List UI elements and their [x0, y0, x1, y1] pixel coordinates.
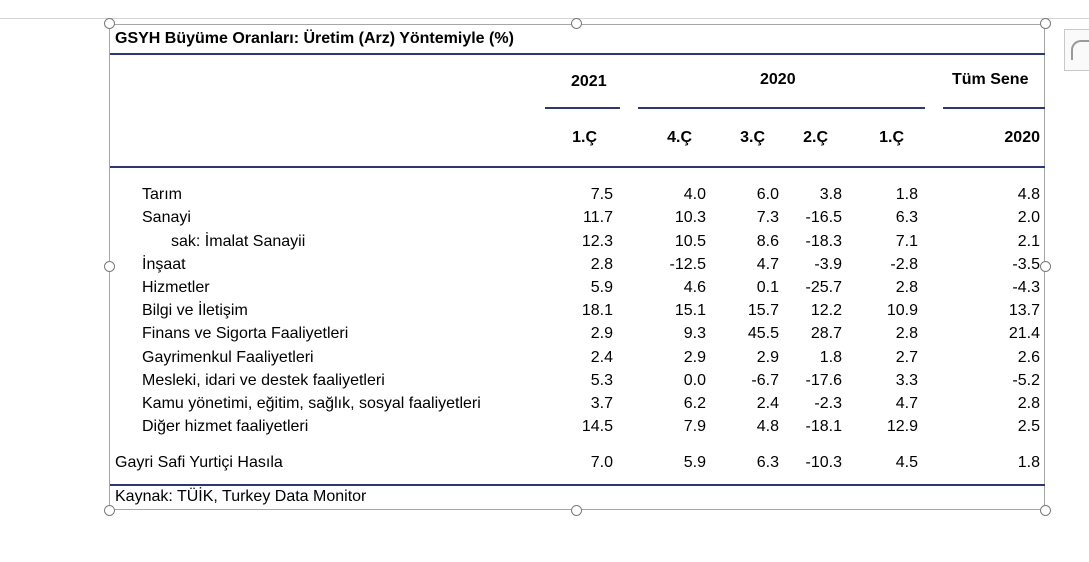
cell-value: 2.8	[895, 279, 918, 296]
cell-value: -3.5	[1012, 256, 1040, 273]
resize-handle-bottom-left[interactable]	[104, 505, 115, 516]
cell-value: 10.3	[674, 209, 706, 226]
cell-value: 4.8	[1017, 186, 1040, 203]
cell-value: 8.6	[756, 233, 779, 250]
resize-handle-top-left[interactable]	[104, 18, 115, 29]
header-year-2020: 2020	[760, 71, 796, 88]
table-title: GSYH Büyüme Oranları: Üretim (Arz) Yöntemiyle (%)	[115, 30, 514, 47]
row-label: Mesleki, idari ve destek faaliyetleri	[142, 372, 385, 389]
cell-value: -3.9	[814, 256, 842, 273]
cell-value: 2.4	[756, 395, 779, 412]
group-rule-full-year	[943, 107, 1045, 109]
cell-value: 28.7	[810, 325, 842, 342]
table-row	[0, 302, 1089, 324]
cell-value: 13.7	[1008, 302, 1040, 319]
cell-value: 2.9	[683, 349, 706, 366]
cell-value: 6.0	[756, 186, 779, 203]
layout-options-icon	[1071, 40, 1089, 60]
cell-value: 1.8	[1017, 454, 1040, 471]
cell-value: 2.6	[1017, 349, 1040, 366]
row-label: Diğer hizmet faaliyetleri	[142, 418, 309, 435]
row-label: sak: İmalat Sanayii	[171, 233, 306, 250]
cell-value: 11.7	[583, 209, 613, 226]
resize-handle-top-center[interactable]	[571, 18, 582, 29]
resize-handle-top-right[interactable]	[1040, 18, 1051, 29]
cell-value: 2.8	[1017, 395, 1040, 412]
header-quarter-0: 1.Ç	[572, 129, 597, 146]
row-label: Gayrimenkul Faaliyetleri	[142, 349, 314, 366]
table-bottom-rule	[110, 484, 1045, 486]
cell-value: -6.7	[751, 372, 779, 389]
row-label: İnşaat	[142, 256, 186, 273]
cell-value: 2.5	[1017, 418, 1040, 435]
cell-value: -25.7	[805, 279, 842, 296]
cell-value: 45.5	[747, 325, 779, 342]
cell-value: 15.7	[747, 302, 779, 319]
header-quarter-1: 4.Ç	[667, 129, 692, 146]
row-label: Bilgi ve İletişim	[142, 302, 248, 319]
cell-value: 2.8	[895, 325, 918, 342]
cell-value: 7.1	[895, 233, 918, 250]
cell-value: 6.2	[683, 395, 706, 412]
cell-value: 3.8	[819, 186, 842, 203]
cell-value: -4.3	[1012, 279, 1040, 296]
cell-value: 12.2	[810, 302, 842, 319]
cell-value: 7.9	[683, 418, 706, 435]
table-row	[0, 279, 1089, 301]
header-year-2021: 2021	[571, 73, 607, 90]
cell-value: 1.8	[819, 349, 842, 366]
cell-value: 2.1	[1017, 233, 1040, 250]
table-row	[0, 233, 1089, 255]
cell-value: 4.6	[683, 279, 706, 296]
table-row	[0, 349, 1089, 371]
cell-value: 12.9	[886, 418, 918, 435]
row-label: Sanayi	[142, 209, 191, 226]
row-label: Hizmetler	[142, 279, 210, 296]
table-row	[0, 418, 1089, 440]
table-row	[0, 186, 1089, 208]
group-rule-2020	[638, 107, 925, 109]
cell-value: 7.0	[590, 454, 613, 471]
cell-value: 1.8	[895, 186, 918, 203]
resize-handle-bottom-right[interactable]	[1040, 505, 1051, 516]
cell-value: -18.1	[805, 418, 842, 435]
header-bottom-rule	[110, 166, 1045, 168]
cell-value: -2.3	[814, 395, 842, 412]
cell-value: 5.9	[590, 279, 613, 296]
row-label: Finans ve Sigorta Faaliyetleri	[142, 325, 349, 342]
cell-value: 4.7	[756, 256, 779, 273]
group-rule-2021	[545, 107, 620, 109]
cell-value: 7.5	[590, 186, 613, 203]
source-note: Kaynak: TÜİK, Turkey Data Monitor	[115, 488, 367, 505]
cell-value: -2.8	[890, 256, 918, 273]
table-row	[0, 209, 1089, 231]
cell-value: 12.3	[581, 233, 613, 250]
cell-value: 10.9	[886, 302, 918, 319]
row-label: Gayri Safi Yurtiçi Hasıla	[115, 454, 283, 471]
ruler-line	[0, 18, 1089, 19]
cell-value: -5.2	[1012, 372, 1040, 389]
cell-value: 0.0	[683, 372, 706, 389]
cell-value: 2.4	[590, 349, 613, 366]
cell-value: 15.1	[674, 302, 706, 319]
cell-value: 4.8	[756, 418, 779, 435]
table-row	[0, 256, 1089, 278]
resize-handle-bottom-center[interactable]	[571, 505, 582, 516]
cell-value: 9.3	[683, 325, 706, 342]
header-full-year: Tüm Sene	[952, 71, 1029, 88]
cell-value: 2.0	[1017, 209, 1040, 226]
cell-value: 3.3	[895, 372, 918, 389]
row-label: Kamu yönetimi, eğitim, sağlık, sosyal faaliyetleri	[142, 395, 481, 412]
cell-value: 18.1	[581, 302, 613, 319]
cell-value: -10.3	[805, 454, 842, 471]
cell-value: 5.3	[590, 372, 613, 389]
cell-value: 0.1	[756, 279, 779, 296]
cell-value: 6.3	[756, 454, 779, 471]
total-row	[0, 454, 1089, 476]
cell-value: -17.6	[805, 372, 842, 389]
header-quarter-5: 2020	[1004, 129, 1040, 146]
table-row	[0, 325, 1089, 347]
cell-value: 21.4	[1008, 325, 1040, 342]
header-quarter-4: 1.Ç	[879, 129, 904, 146]
header-quarter-2: 3.Ç	[740, 129, 765, 146]
cell-value: 2.9	[590, 325, 613, 342]
cell-value: 5.9	[683, 454, 706, 471]
cell-value: 4.7	[895, 395, 918, 412]
cell-value: 7.3	[756, 209, 779, 226]
cell-value: 10.5	[674, 233, 706, 250]
cell-value: 14.5	[581, 418, 613, 435]
cell-value: 2.8	[590, 256, 613, 273]
cell-value: 3.7	[590, 395, 613, 412]
cell-value: 4.0	[683, 186, 706, 203]
table-row	[0, 395, 1089, 417]
cell-value: -12.5	[669, 256, 706, 273]
header-quarter-3: 2.Ç	[803, 129, 828, 146]
cell-value: -16.5	[805, 209, 842, 226]
table-row	[0, 372, 1089, 394]
title-rule	[110, 53, 1045, 55]
layout-options-button[interactable]	[1064, 29, 1089, 71]
row-label: Tarım	[142, 186, 182, 203]
cell-value: 2.9	[756, 349, 779, 366]
cell-value: 6.3	[895, 209, 918, 226]
cell-value: 4.5	[895, 454, 918, 471]
cell-value: 2.7	[895, 349, 918, 366]
cell-value: -18.3	[805, 233, 842, 250]
